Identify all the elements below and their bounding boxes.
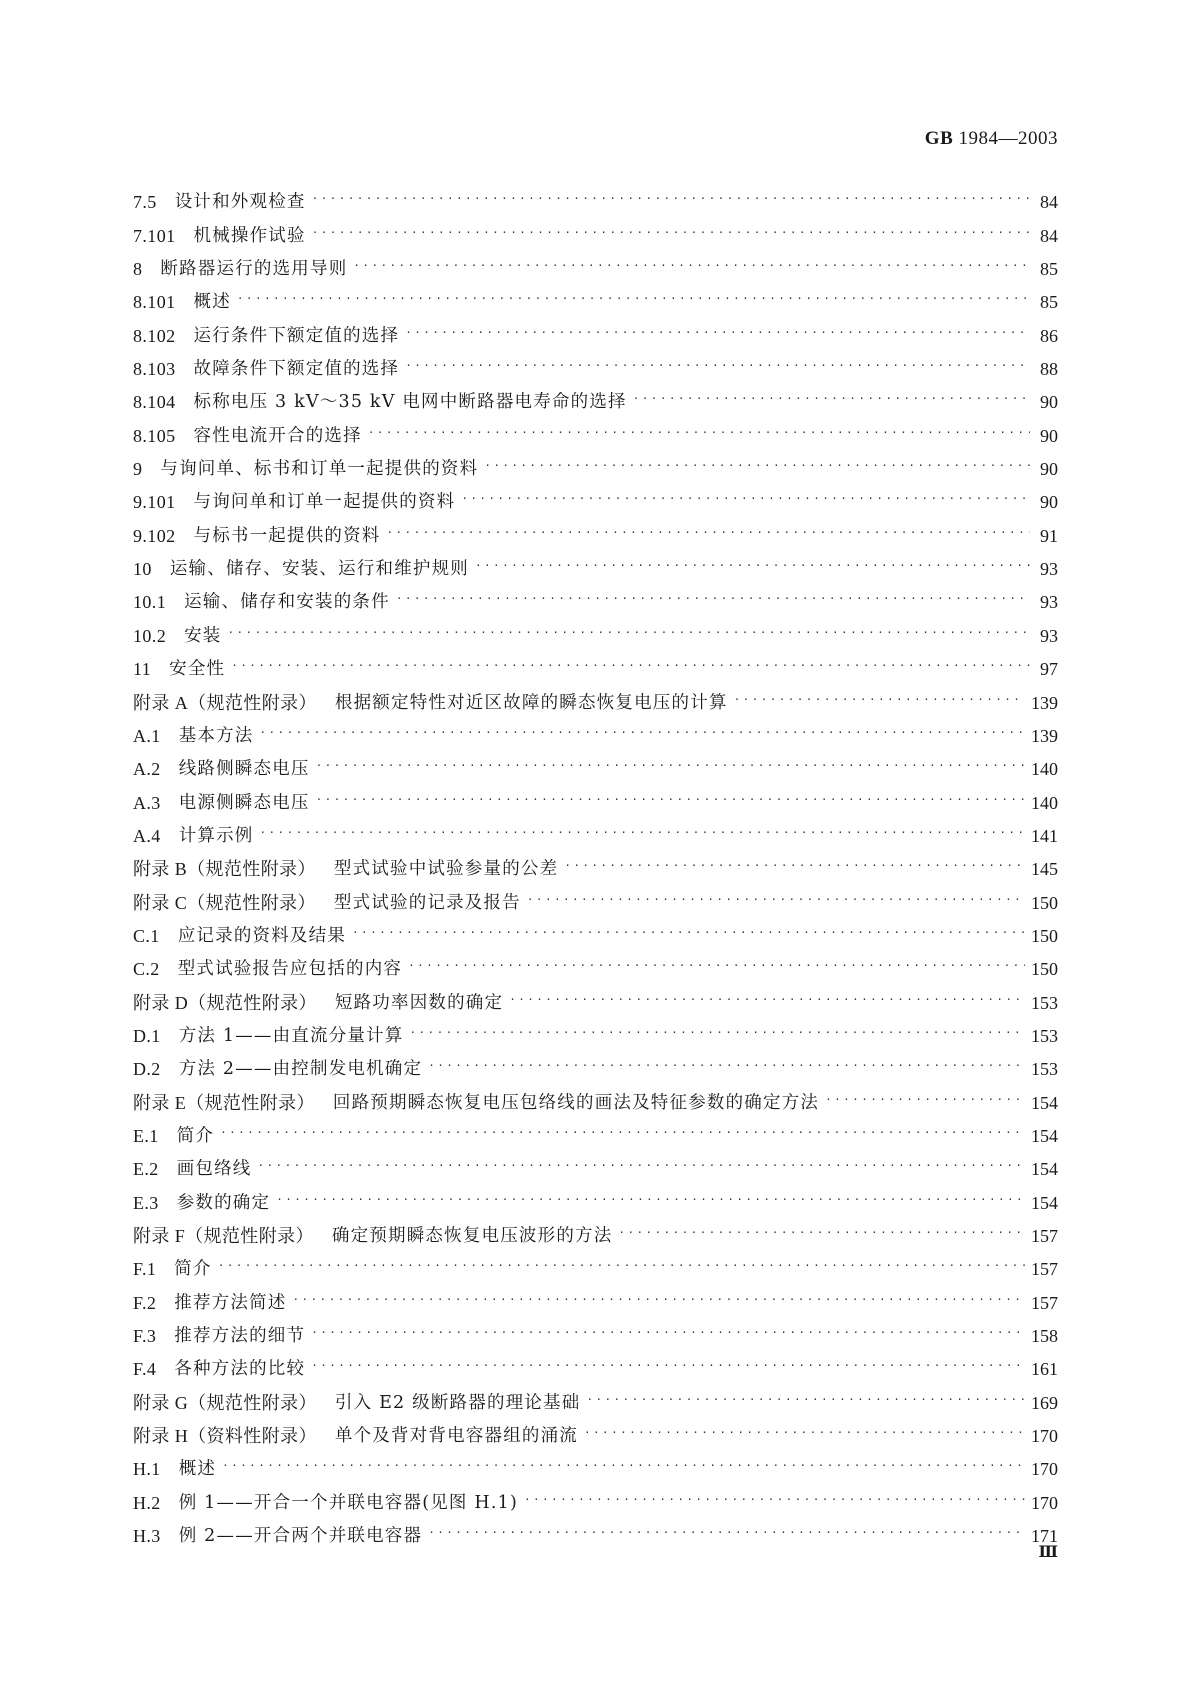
toc-dot-leader: [353, 256, 1030, 276]
toc-entry[interactable]: [133, 312, 1058, 345]
toc-entry[interactable]: [133, 179, 1058, 212]
toc-entry-number: 附录 H（资料性附录）: [133, 1426, 317, 1447]
toc-entry-page: 153: [1031, 992, 1058, 1013]
toc-entry-page: 161: [1031, 1359, 1058, 1380]
toc-dot-leader: [368, 423, 1030, 443]
toc-entry-number: 附录 G（规范性附录）: [133, 1392, 317, 1413]
toc-entry-title: 故障条件下额定值的选择: [193, 359, 400, 380]
toc-entry-number: F.1: [133, 1259, 157, 1280]
toc-entry[interactable]: [133, 779, 1058, 812]
toc-entry-number: 附录 E（规范性附录）: [133, 1092, 315, 1113]
toc-entry-title: 计算示例: [178, 825, 254, 846]
toc-entry-number: 10: [133, 559, 152, 580]
toc-entry-number: 附录 F（规范性附录）: [133, 1226, 314, 1246]
toc-entry-title: 线路侧瞬态电压: [178, 759, 310, 780]
toc-entry-page: 140: [1031, 759, 1058, 780]
toc-dot-leader: [408, 956, 1025, 976]
toc-entry-title: 与询问单、标书和订单一起提供的资料: [160, 459, 479, 480]
toc-entry-page: 93: [1040, 592, 1058, 613]
toc-entry-page: 90: [1040, 492, 1058, 513]
toc-entry-number: 7.5: [133, 192, 157, 213]
toc-entry[interactable]: [133, 1146, 1058, 1179]
toc-entry[interactable]: [133, 1279, 1058, 1312]
toc-entry[interactable]: [133, 279, 1058, 312]
toc-entry-number: H.3: [133, 1526, 161, 1547]
toc-entry-page: 140: [1031, 792, 1058, 813]
toc-entry[interactable]: [133, 379, 1058, 412]
toc-dot-leader: [387, 523, 1031, 543]
toc-entry[interactable]: [133, 846, 1058, 879]
toc-entry-number: 10.2: [133, 625, 167, 646]
toc-entry-page: 90: [1040, 459, 1058, 480]
toc-dot-leader: [461, 489, 1030, 509]
toc-dot-leader: [312, 189, 1030, 209]
toc-entry-page: 170: [1031, 1459, 1058, 1480]
toc-dot-leader: [484, 456, 1030, 476]
toc-entry-number: E.2: [133, 1159, 159, 1180]
toc-dot-leader: [509, 990, 1025, 1010]
toc-entry-number: F.3: [133, 1326, 157, 1347]
toc-dot-leader: [220, 1123, 1025, 1143]
toc-entry[interactable]: [133, 246, 1058, 279]
toc-dot-leader: [292, 1290, 1025, 1310]
toc-entry-page: 93: [1040, 559, 1058, 580]
toc-dot-leader: [231, 656, 1030, 676]
toc-entry[interactable]: [133, 446, 1058, 479]
standard-number: 1984—2003: [958, 128, 1058, 149]
toc-entry-number: H.2: [133, 1492, 161, 1513]
toc-entry-number: 附录 D（规范性附录）: [133, 992, 317, 1013]
toc-entry-page: 88: [1040, 359, 1058, 380]
toc-entry-number: 9.101: [133, 492, 176, 513]
toc-entry-title: 回路预期瞬态恢复电压包络线的画法及特征参数的确定方法: [332, 1092, 820, 1113]
toc-entry-page: 85: [1040, 259, 1058, 280]
toc-entry-number: 附录 A（规范性附录）: [133, 692, 317, 713]
toc-dot-leader: [258, 1156, 1025, 1176]
toc-entry[interactable]: [133, 1046, 1058, 1079]
toc-dot-leader: [618, 1223, 1025, 1243]
toc-dot-leader: [410, 1023, 1026, 1043]
toc-entry-page: 154: [1031, 1125, 1058, 1146]
toc-entry-title: 设计和外观检查: [174, 192, 306, 213]
toc-entry[interactable]: [133, 612, 1058, 645]
toc-entry-title: 参数的确定: [176, 1192, 271, 1213]
toc-entry-title: 方法 2——由控制发电机确定: [178, 1059, 423, 1080]
toc-entry-title: 与标书一起提供的资料: [193, 525, 381, 546]
toc-entry[interactable]: [133, 1479, 1058, 1512]
toc-entry-page: 150: [1031, 892, 1058, 913]
toc-entry-page: 169: [1031, 1392, 1058, 1413]
toc-dot-leader: [316, 790, 1025, 810]
toc-entry[interactable]: [133, 979, 1058, 1012]
toc-entry[interactable]: [133, 546, 1058, 579]
toc-entry-number: 11: [133, 659, 152, 680]
toc-entry-page: 170: [1031, 1426, 1058, 1447]
toc-dot-leader: [316, 756, 1025, 776]
toc-entry-page: 157: [1031, 1226, 1058, 1246]
toc-dot-leader: [825, 1090, 1025, 1110]
toc-entry-page: 84: [1040, 225, 1058, 246]
toc-entry[interactable]: [133, 1313, 1058, 1346]
toc-entry-number: 9: [133, 459, 143, 480]
toc-entry-number: C.1: [133, 925, 160, 946]
toc-entry[interactable]: [133, 412, 1058, 445]
toc-entry[interactable]: [133, 813, 1058, 846]
toc-entry-page: 157: [1031, 1292, 1058, 1313]
toc-entry-number: 8.103: [133, 359, 176, 380]
table-of-contents: [133, 179, 1058, 1546]
toc-dot-leader: [237, 289, 1030, 309]
toc-entry[interactable]: [133, 579, 1058, 612]
toc-entry-title: 各种方法的比较: [174, 1359, 306, 1380]
toc-entry[interactable]: [133, 512, 1058, 545]
toc-entry-title: 例 2——开合两个并联电容器: [178, 1526, 423, 1547]
toc-dot-leader: [228, 623, 1030, 643]
toc-entry-page: 153: [1031, 1059, 1058, 1080]
toc-entry-number: 9.102: [133, 525, 176, 546]
toc-entry[interactable]: [133, 1513, 1058, 1546]
toc-dot-leader: [475, 556, 1030, 576]
toc-entry-number: F.4: [133, 1359, 157, 1380]
toc-entry-page: 154: [1031, 1192, 1058, 1213]
toc-entry-page: 171: [1031, 1526, 1058, 1547]
toc-entry-title: 应记录的资料及结果: [177, 925, 347, 946]
toc-dot-leader: [586, 1390, 1025, 1410]
toc-entry-page: 157: [1031, 1259, 1058, 1280]
toc-entry-title: 基本方法: [178, 725, 254, 746]
toc-entry[interactable]: [133, 479, 1058, 512]
toc-dot-leader: [734, 690, 1025, 710]
toc-entry-number: D.1: [133, 1025, 161, 1046]
toc-entry-page: 139: [1031, 725, 1058, 746]
toc-entry[interactable]: [133, 679, 1058, 712]
page-number: Ⅲ: [1038, 1544, 1058, 1561]
toc-entry-number: A.2: [133, 759, 161, 780]
toc-entry-title: 与询问单和订单一起提供的资料: [193, 492, 456, 513]
toc-entry-page: 84: [1040, 192, 1058, 213]
toc-dot-leader: [428, 1523, 1025, 1543]
toc-entry-title: 单个及背对背电容器组的涌流: [334, 1426, 579, 1447]
toc-entry-title: 画包络线: [176, 1159, 252, 1180]
toc-entry[interactable]: [133, 913, 1058, 946]
toc-dot-leader: [527, 890, 1025, 910]
toc-entry-number: A.1: [133, 725, 161, 746]
toc-dot-leader: [564, 856, 1025, 876]
toc-entry[interactable]: [133, 1246, 1058, 1279]
standard-code: [925, 128, 1058, 150]
toc-entry-number: C.2: [133, 959, 160, 980]
standard-prefix: GB: [924, 128, 954, 149]
toc-dot-leader: [218, 1256, 1025, 1276]
toc-entry-number: 附录 C（规范性附录）: [133, 892, 316, 913]
toc-entry-title: 型式试验报告应包括的内容: [177, 959, 403, 980]
toc-entry-title: 断路器运行的选用导则: [160, 259, 348, 280]
toc-entry-title: 运输、储存、安装、运行和维护规则: [169, 559, 470, 580]
toc-entry[interactable]: [133, 1446, 1058, 1479]
toc-entry-page: 85: [1040, 292, 1058, 313]
toc-dot-leader: [276, 1190, 1025, 1210]
toc-entry-number: H.1: [133, 1459, 161, 1480]
toc-entry[interactable]: [133, 746, 1058, 779]
toc-entry-title: 电源侧瞬态电压: [178, 792, 310, 813]
toc-entry-title: 方法 1——由直流分量计算: [178, 1025, 404, 1046]
toc-entry[interactable]: [133, 1413, 1058, 1446]
toc-entry-title: 型式试验中试验参量的公差: [333, 859, 559, 880]
toc-entry-number: 8.102: [133, 325, 176, 346]
toc-dot-leader: [584, 1423, 1025, 1443]
toc-dot-leader: [396, 589, 1030, 609]
toc-entry-number: 8: [133, 259, 143, 280]
toc-entry-title: 例 1——开合一个并联电容器(见图 H.1): [178, 1492, 518, 1513]
toc-entry-page: 150: [1031, 959, 1058, 980]
toc-entry[interactable]: [133, 212, 1058, 245]
toc-entry-page: 141: [1031, 825, 1058, 846]
toc-entry-page: 86: [1040, 325, 1058, 346]
toc-entry-number: 附录 B（规范性附录）: [133, 859, 316, 880]
toc-dot-leader: [405, 323, 1030, 343]
toc-entry[interactable]: [133, 879, 1058, 912]
toc-entry-title: 运输、储存和安装的条件: [184, 592, 390, 613]
toc-entry-number: A.4: [133, 825, 161, 846]
toc-entry-title: 运行条件下额定值的选择: [193, 325, 400, 346]
toc-dot-leader: [428, 1056, 1025, 1076]
toc-entry-number: 8.105: [133, 425, 176, 446]
toc-dot-leader: [311, 1356, 1025, 1376]
toc-entry[interactable]: [133, 1113, 1058, 1146]
toc-entry-title: 推荐方法的细节: [174, 1326, 306, 1347]
toc-entry-title: 简介: [176, 1125, 215, 1146]
toc-dot-leader: [524, 1490, 1025, 1510]
toc-entry-title: 机械操作试验: [193, 225, 306, 246]
toc-entry-page: 154: [1031, 1092, 1058, 1113]
toc-dot-leader: [260, 723, 1025, 743]
toc-entry-title: 安全性: [169, 659, 226, 680]
toc-dot-leader: [405, 356, 1030, 376]
toc-dot-leader: [352, 923, 1025, 943]
toc-dot-leader: [312, 223, 1030, 243]
toc-entry-page: 158: [1031, 1326, 1058, 1347]
toc-entry[interactable]: [133, 1379, 1058, 1412]
toc-entry-page: 93: [1040, 625, 1058, 646]
toc-entry-page: 150: [1031, 925, 1058, 946]
toc-entry-page: 90: [1040, 425, 1058, 446]
toc-entry-title: 短路功率因数的确定: [334, 992, 504, 1013]
toc-entry[interactable]: [133, 1346, 1058, 1379]
toc-entry[interactable]: [133, 1213, 1058, 1246]
toc-entry-number: 10.1: [133, 592, 167, 613]
toc-entry-page: 145: [1031, 859, 1058, 880]
toc-entry-title: 标称电压 3 kV～35 kV 电网中断路器电寿命的选择: [193, 392, 627, 413]
toc-entry-title: 推荐方法简述: [174, 1292, 287, 1313]
toc-entry-page: 90: [1040, 392, 1058, 413]
toc-entry-number: 8.104: [133, 392, 176, 413]
toc-entry[interactable]: [133, 946, 1058, 979]
toc-dot-leader: [222, 1456, 1025, 1476]
toc-entry-number: 7.101: [133, 225, 176, 246]
toc-entry-title: 型式试验的记录及报告: [333, 892, 521, 913]
toc-entry[interactable]: [133, 1179, 1058, 1212]
toc-entry-page: 97: [1040, 659, 1058, 680]
toc-entry-title: 确定预期瞬态恢复电压波形的方法: [331, 1226, 613, 1246]
toc-entry[interactable]: [133, 1079, 1058, 1112]
toc-entry-number: E.1: [133, 1125, 159, 1146]
toc-entry[interactable]: [133, 713, 1058, 746]
toc-entry-title: 容性电流开合的选择: [193, 425, 362, 446]
toc-dot-leader: [311, 1323, 1025, 1343]
toc-entry-number: E.3: [133, 1192, 159, 1213]
toc-entry-title: 引入 E2 级断路器的理论基础: [334, 1392, 581, 1413]
toc-entry-title: 概述: [178, 1459, 217, 1480]
toc-entry-page: 170: [1031, 1492, 1058, 1513]
toc-entry-number: A.3: [133, 792, 161, 813]
toc-dot-leader: [633, 389, 1030, 409]
toc-entry-title: 安装: [184, 625, 222, 646]
toc-entry-title: 概述: [193, 292, 231, 313]
toc-entry-number: F.2: [133, 1292, 157, 1313]
toc-entry-number: D.2: [133, 1059, 161, 1080]
toc-entry[interactable]: [133, 1013, 1058, 1046]
toc-entry-number: 8.101: [133, 292, 176, 313]
toc-entry-title: 简介: [174, 1259, 212, 1280]
toc-entry[interactable]: [133, 646, 1058, 679]
toc-entry-page: 154: [1031, 1159, 1058, 1180]
toc-entry-title: 根据额定特性对近区故障的瞬态恢复电压的计算: [334, 692, 728, 713]
toc-entry-page: 139: [1031, 692, 1058, 713]
toc-entry-page: 91: [1040, 525, 1058, 546]
toc-dot-leader: [260, 823, 1025, 843]
toc-entry[interactable]: [133, 346, 1058, 379]
toc-entry-page: 153: [1031, 1025, 1058, 1046]
